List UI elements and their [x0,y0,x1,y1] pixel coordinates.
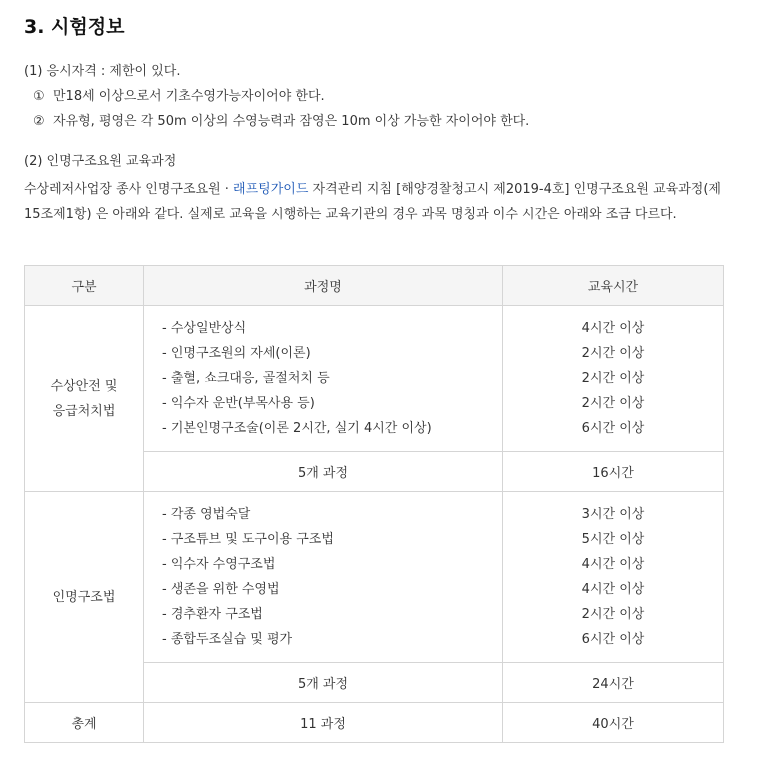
description-text: 자격관리 지침 [해양경찰청고시 제2019-4호] 인명구조요원 교육과정(제15조제1항) 은 아래와 같다. 실제로 교육을 시행하는 교육기관의 경우 과목 명칭과 이수 시간은 아래와 조금 다르다. [24,182,721,222]
course-item: - 익수자 수영구조법 [162,557,276,572]
eligibility-title: (1) 응시자격 : 제한이 있다. [24,64,181,79]
course-item: - 기본인명구조술(이론 2시간, 실기 4시간 이상) [162,421,432,436]
course-item: - 구조튜브 및 도구이용 구조법 [162,532,334,547]
hours-item: 5시간 이상 [581,532,645,547]
category-cell [25,306,144,492]
description-text: 수상레저사업장 종사 인명구조요원 · [24,182,234,197]
table-row [25,492,724,663]
rafting-guide-link[interactable]: 래프팅가이드 [233,182,309,197]
category-label: 응급처치법 [52,403,116,419]
course-list [144,306,503,452]
hours-item: 6시간 이상 [581,421,645,436]
header-course: 과정명 [144,266,503,306]
subtotal-hours: 24시간 [503,663,724,703]
hours-item: 6시간 이상 [581,632,645,647]
total-hours: 40시간 [503,703,724,743]
hours-item: 4시간 이상 [581,582,645,597]
table-total-row [25,703,724,743]
hours-item: 2시간 이상 [581,346,645,361]
course-item: - 생존을 위한 수영법 [162,582,280,597]
hours-item: 2시간 이상 [581,371,645,386]
course-item: - 각종 영법숙달 [162,507,251,522]
item-number: ① [33,89,45,104]
hours-item: 3시간 이상 [581,507,645,522]
course-item: - 경추환자 구조법 [162,607,263,622]
subtotal-courses: 5개 과정 [144,663,503,703]
course-item: - 출혈, 쇼크대응, 골절처치 등 [162,371,330,386]
curriculum-table [24,265,724,743]
eligibility-item [33,112,529,132]
table-header-row [25,266,724,306]
item-number: ② [33,114,45,129]
total-courses: 11 과정 [144,703,503,743]
table-row [25,306,724,452]
hours-item: 2시간 이상 [581,396,645,411]
course-item: - 인명구조원의 자세(이론) [162,346,311,361]
course-item: - 수상일반상식 [162,321,247,336]
eligibility-item [33,87,325,107]
hours-list [503,492,724,663]
hours-list [503,306,724,452]
hours-item: 2시간 이상 [581,607,645,622]
hours-item: 4시간 이상 [581,321,645,336]
course-item: - 익수자 운반(부목사용 등) [162,396,315,411]
curriculum-title: (2) 인명구조요원 교육과정 [24,154,177,169]
total-label: 총계 [25,703,144,743]
course-item: - 종합두조실습 및 평가 [162,632,293,647]
category-label: 인명구조법 [52,589,116,605]
curriculum-description [24,177,724,227]
category-cell [25,492,144,703]
course-list [144,492,503,663]
section-heading: 3. 시험정보 [24,16,125,38]
item-text: 자유형, 평영은 각 50m 이상의 수영능력과 잠영은 10m 이상 가능한 자이어야 한다. [53,114,530,129]
header-category: 구분 [25,266,144,306]
header-hours: 교육시간 [503,266,724,306]
subtotal-courses: 5개 과정 [144,452,503,492]
item-text: 만18세 이상으로서 기초수영가능자이어야 한다. [53,89,325,104]
category-label: 수상안전 및 [50,378,118,394]
subtotal-hours: 16시간 [503,452,724,492]
hours-item: 4시간 이상 [581,557,645,572]
